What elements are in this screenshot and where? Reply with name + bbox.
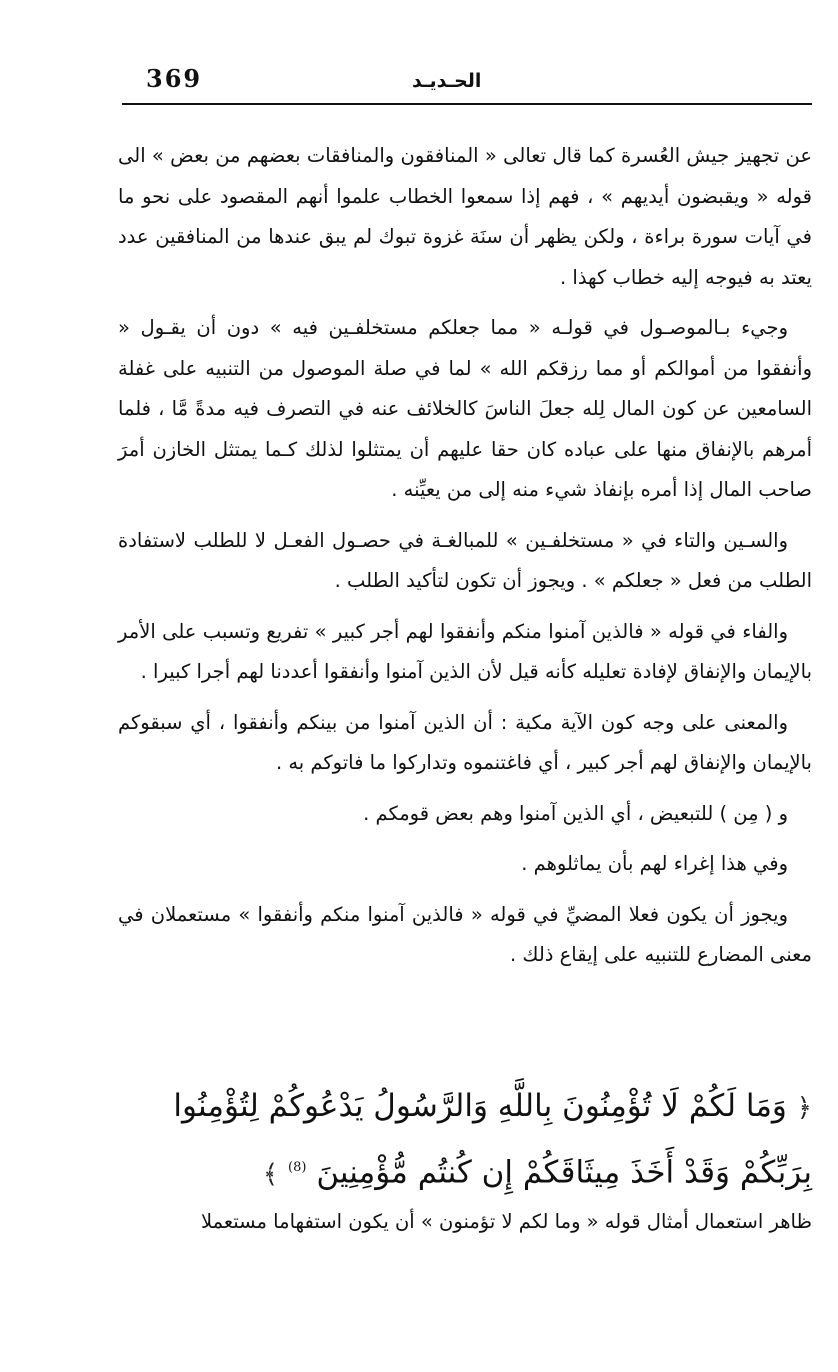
paragraph-5: والمعنى على وجه كون الآية مكية : أن الذين آمنوا من بينكم وأنفقوا ، أي سبقوكم بالإيمان والإنفاق لهم أجر كبير ، أي فاغتنموه وتداركوا ما فاتوكم به . — [118, 710, 812, 774]
body-text — [118, 136, 812, 986]
verse-open-bracket: ﴿ — [796, 1093, 812, 1123]
page-header — [122, 62, 812, 102]
quran-verse — [110, 1076, 812, 1204]
paragraph-6: و ( مِن ) للتبعيض ، أي الذين آمنوا وهم بعض قومكم . — [363, 801, 788, 825]
header-rule — [122, 103, 812, 105]
paragraph-8: ويجوز أن يكون فعلا المضيِّ في قوله « فالذين آمنوا منكم وأنفقوا » مستعملان في معنى المضارع للتنبيه على إيقاع ذلك . — [118, 902, 812, 966]
paragraph-7: وفي هذا إغراء لهم بأن يماثلوهم . — [521, 852, 788, 875]
commentary-line: ظاهر استعمال أمثال قوله « وما لكم لا تؤمنون » أن يكون استفهاما مستعملا — [200, 1210, 812, 1233]
page-number: 369 — [146, 64, 203, 93]
verse-text: وَمَا لَكُمْ لَا تُؤْمِنُونَ بِاللَّهِ وَالرَّسُولُ يَدْعُوكُمْ لِتُؤْمِنُوا بِرَبِّكُمْ وَقَدْ أَخَذَ مِيثَاقَكُمْ إِن كُنتُم مُّؤْمِنِينَ — [173, 1088, 812, 1191]
verse-close-bracket: ﴾ — [262, 1159, 279, 1190]
paragraph-2: وجيء بـالموصـول في قولـه « مما جعلكم مستخلفـين فيه » دون أن يقـول « وأنفقوا من أموالكم أو مما رزقكم الله » لما في صلة الموصول من التنبيه على غفلة السامعين عن كون المال لِله جعلَ الناسَ كالخلائف عنه في التصرف فيه مدةً مَّا ، فلما أمرهم بالإنفاق منها على عباده كان حقا عليهم أن يمتثلوا لذلك كـما يمتثل الخازن أمرَ صاحب المال إذا أمره بإنفاذ شيء منه إلى من يعيِّنه . — [118, 316, 812, 501]
paragraph-3: والسـين والتاء في « مستخلفـين » للمبالغـة في حصـول الفعـل لا للطلب لاستفادة الطلب من فعل « جعلكم » . ويجوز أن تكون لتأكيد الطلب . — [118, 528, 812, 592]
running-head: الحـديـد — [412, 70, 482, 92]
paragraph-4: والفاء في قوله « فالذين آمنوا منكم وأنفقوا لهم أجر كبير » تفريع وتسبب على الأمر بالإيمان والإنفاق لإفادة تعليله كأنه قيل لأن الذين آمنوا وأنفقوا أعددنا لهم أجرا كبيرا . — [118, 619, 812, 683]
verse-number: (8) — [288, 1160, 307, 1175]
paragraph-1: عن تجهيز جيش العُسرة كما قال تعالى « المنافقون والمنافقات بعضهم من بعض » الى قوله « ويقبضون أيديهم » ، فهم إذا سمعوا الخطاب علموا أنهم المقصود على نحو ما في آيات سورة براءة ، ولكن يظهر أن سنَة غزوة تبوك لم يبق عندها من المنافقين عدد يعتد به فيوجه إليه خطاب كهذا . — [118, 144, 812, 289]
